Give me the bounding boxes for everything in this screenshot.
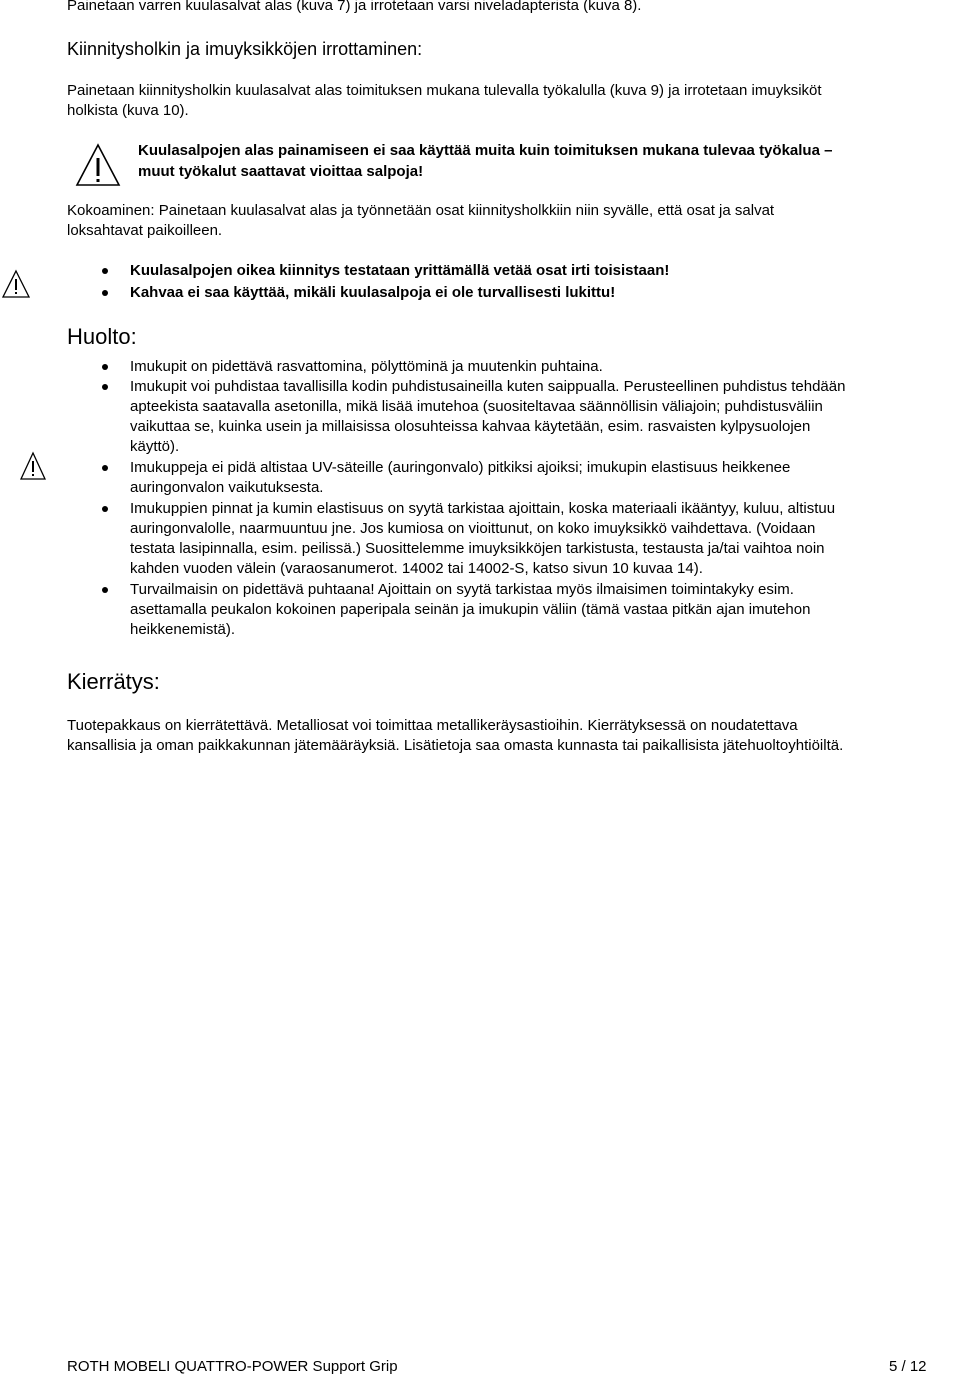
bullet-icon xyxy=(102,364,108,370)
maintenance-bullet-4-line-2: auringonvalolle, naarmuuntuu jne. Jos kumiosa on vioittunut, on koko imuyksikkö vaihdettava. (Voidaan xyxy=(130,520,816,537)
recycling-paragraph-line-1: Tuotepakkaus on kierrätettävä. Metalliosat voi toimittaa metallikeräysastioihin. Kierrätyksessä on noudatettava xyxy=(67,717,798,734)
recycling-paragraph-line-2: kansallisia ja oman paikkakunnan jätemääräyksiä. Lisätietoja saa omasta kunnasta tai paikallisista jätehuoltoyhtiöiltä. xyxy=(67,737,844,754)
section-heading-removal: Kiinnitysholkin ja imuyksikköjen irrottaminen: xyxy=(67,39,423,59)
removal-paragraph-line-1: Painetaan kiinnitysholkin kuulasalvat alas toimituksen mukana tulevalla työkalulla (kuva 9) ja irrotetaan imuyksiköt xyxy=(67,82,822,99)
maintenance-bullet-4-line-3: testata lasipinnalla, esim. peilissä.) Suosittelemme imuyksikköjen tarkistusta, testausta ja/tai vaihtoa noin xyxy=(130,540,825,557)
removal-warning-line-1: Kuulasalpojen alas painamiseen ei saa käyttää muita kuin toimituksen mukana tulevaa työkalua – xyxy=(138,142,833,159)
bullet-icon xyxy=(102,587,108,593)
warning-triangle-icon xyxy=(20,451,46,481)
assembly-paragraph-line-1: Kokoaminen: Painetaan kuulasalvat alas ja työnnetään osat kiinnitysholkkiin niin syvälle, että osat ja salvat xyxy=(67,202,775,219)
warning-triangle-icon xyxy=(75,143,121,187)
maintenance-bullet-3-line-1: Imukuppeja ei pidä altistaa UV-säteille (auringonvalo) pitkiksi ajoiksi; imukupin elastisuus heikkenee xyxy=(130,459,791,476)
bullet-icon xyxy=(102,290,108,296)
bullet-icon xyxy=(102,506,108,512)
warning-triangle-icon xyxy=(2,269,30,299)
section-heading-recycling: Kierrätys: xyxy=(67,669,160,694)
assembly-paragraph-line-2: loksahtavat paikoilleen. xyxy=(67,222,223,239)
intro-line: Painetaan varren kuulasalvat alas (kuva 7) ja irrotetaan varsi niveladapterista (kuva 8). xyxy=(67,0,642,14)
maintenance-bullet-5-line-3: heikkenemistä). xyxy=(130,621,236,638)
maintenance-bullet-5-line-1: Turvailmaisin on pidettävä puhtaana! Ajoittain on syytä tarkistaa myös ilmaisimen toimintakyky esim. xyxy=(130,581,794,598)
removal-warning-line-2: muut työkalut saattavat vioittaa salpoja! xyxy=(138,163,424,180)
maintenance-bullet-2-line-3: vaikuttaa se, kuinka usein ja millaisissa olosuhteissa kahvaa käytetään, esim. rasvaisten kylpysuolojen xyxy=(130,418,811,435)
maintenance-bullet-2-line-4: käyttö). xyxy=(130,438,180,455)
bullet-icon xyxy=(102,384,108,390)
section-heading-maintenance: Huolto: xyxy=(67,324,137,349)
footer-title: ROTH MOBELI QUATTRO-POWER Support Grip xyxy=(67,1358,398,1375)
assembly-bullet-2: Kahvaa ei saa käyttää, mikäli kuulasalpoja ei ole turvallisesti lukittu! xyxy=(130,284,616,301)
maintenance-bullet-4-line-1: Imukuppien pinnat ja kumin elastisuus on syytä tarkistaa ajoittain, koska materiaali ikääntyy, kuluu, altistuu xyxy=(130,500,836,517)
assembly-bullet-1: Kuulasalpojen oikea kiinnitys testataan yrittämällä vetää osat irti toisistaan! xyxy=(130,262,670,279)
removal-paragraph-line-2: holkista (kuva 10). xyxy=(67,102,189,119)
maintenance-bullet-5-line-2: asettamalla peukalon kokoinen paperipala seinän ja imukupin väliin (tämä vastaa pitkän ajan imutehon xyxy=(130,601,811,618)
bullet-icon xyxy=(102,465,108,471)
bullet-icon xyxy=(102,268,108,274)
maintenance-bullet-2-line-1: Imukupit voi puhdistaa tavallisilla kodin puhdistusaineilla kuten saippualla. Perusteellinen puhdistus tehdään xyxy=(130,378,846,395)
maintenance-bullet-3-line-2: auringonvalon vaikutuksesta. xyxy=(130,479,324,496)
maintenance-bullet-1-line-1: Imukupit on pidettävä rasvattomina, pölyttöminä ja muutenkin puhtaina. xyxy=(130,358,603,375)
maintenance-bullet-2-line-2: apteekista saatavalla asetonilla, mikä lisää imutehoa (suositeltavaa säännöllisin väliajoin; puhdistusväliin xyxy=(130,398,823,415)
maintenance-bullet-4-line-4: kahden vuoden välein (varaosanumerot. 14002 tai 14002-S, katso sivun 10 kuvaa 14). xyxy=(130,560,703,577)
footer-page-number: 5 / 12 xyxy=(889,1358,927,1375)
